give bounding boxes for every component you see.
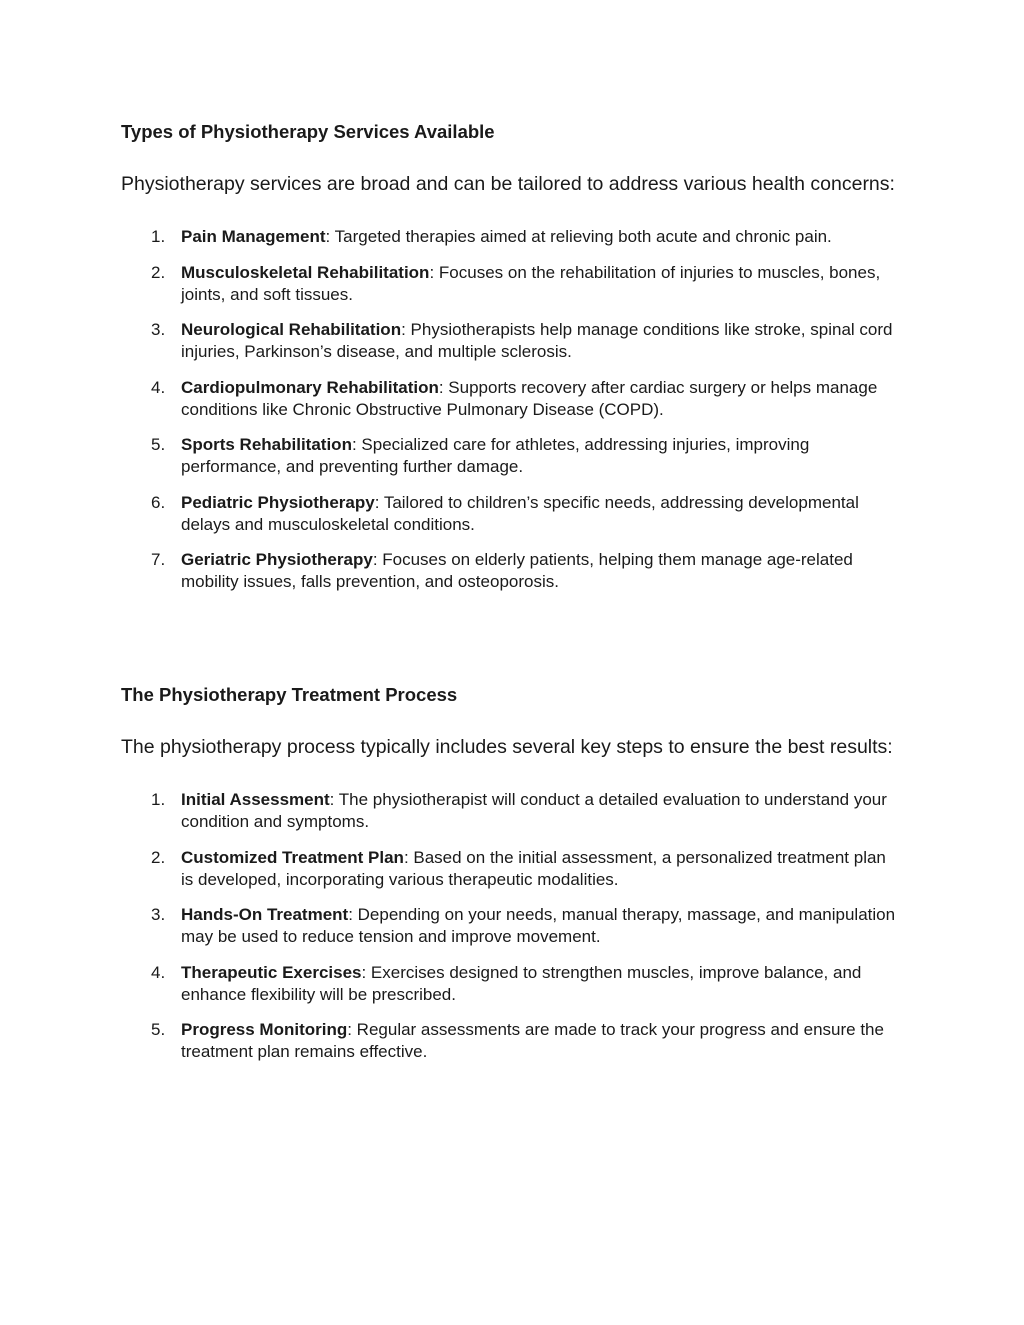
treatment-steps-list [121,789,896,1063]
section-heading: The Physiotherapy Treatment Process [121,684,458,705]
list-item-text: : Focuses on the rehabilitation of injuries to muscles, bones, joints, and soft tissues. [181,262,881,304]
list-item-number: 3. [151,905,166,924]
list-item [121,262,896,306]
list-item-term: Cardiopulmonary Rehabilitation [181,377,439,397]
list-item-number: 1. [151,227,166,246]
list-item-term: Progress Monitoring [181,1020,348,1039]
list-item [121,549,896,593]
list-item-term: Sports Rehabilitation [181,435,352,454]
list-item [121,434,896,478]
list-item-term: Geriatric Physiotherapy [181,550,373,569]
list-item-number: 2. [151,262,166,282]
section-service-types [121,118,896,607]
list-item-text: : Focuses on elderly patients, helping them manage age-related mobility issues, falls prevention, and osteoporosis. [181,550,853,591]
section-intro: The physiotherapy process typically includes several key steps to ensure the best results: [121,736,893,758]
list-item-number: 4. [151,377,166,397]
list-item-number: 4. [151,962,166,982]
list-item-number: 1. [151,790,166,809]
list-item-text: : Targeted therapies aimed at relieving both acute and chronic pain. [325,227,832,246]
list-item [121,847,896,891]
list-item [121,789,896,833]
list-item [121,1019,896,1063]
list-item-text: : The physiotherapist will conduct a detailed evaluation to understand your condition and symptoms. [181,790,887,831]
list-item [121,492,896,536]
list-item [121,319,896,363]
list-item-text: : Tailored to children’s specific needs, addressing developmental delays and musculoskeletal conditions. [181,492,859,534]
list-item-term: Initial Assessment [181,790,330,809]
list-item-term: Musculoskeletal Rehabilitation [181,262,430,282]
service-types-list [121,226,896,593]
list-item-term: Neurological Rehabilitation [181,320,402,339]
list-item [121,962,896,1006]
list-item-number: 3. [151,320,166,339]
section-treatment-process [121,681,896,1077]
list-item [121,377,896,421]
list-item-text: : Regular assessments are made to track your progress and ensure the treatment plan remains effective. [181,1020,884,1061]
section-intro: Physiotherapy services are broad and can be tailored to address various health concerns: [121,173,895,195]
list-item-term: Pain Management [181,227,326,246]
list-item-number: 7. [151,550,166,569]
list-item [121,226,896,248]
list-item-text: : Based on the initial assessment, a personalized treatment plan is developed, incorporating various therapeutic modalities. [181,847,886,889]
list-item-number: 6. [151,492,166,512]
list-item-text: : Exercises designed to strengthen muscles, improve balance, and enhance flexibility will be prescribed. [181,962,862,1004]
list-item-term: Therapeutic Exercises [181,962,362,982]
section-heading: Types of Physiotherapy Services Available [121,121,495,142]
list-item-text: : Depending on your needs, manual therapy, massage, and manipulation may be used to reduce tension and improve movement. [181,905,896,946]
list-item-text: : Supports recovery after cardiac surgery or helps manage conditions like Chronic Obstructive Pulmonary Disease (COPD). [181,377,878,419]
list-item [121,904,896,948]
list-item-term: Hands-On Treatment [181,905,349,924]
list-item-term: Customized Treatment Plan [181,847,404,867]
list-item-number: 5. [151,435,166,454]
list-item-number: 2. [151,847,166,867]
list-item-term: Pediatric Physiotherapy [181,492,375,512]
list-item-text: : Physiotherapists help manage conditions like stroke, spinal cord injuries, Parkinson’s disease, and multiple sclerosis. [181,320,893,361]
list-item-number: 5. [151,1020,166,1039]
list-item-text: : Specialized care for athletes, addressing injuries, improving performance, and preventing further damage. [181,435,810,476]
